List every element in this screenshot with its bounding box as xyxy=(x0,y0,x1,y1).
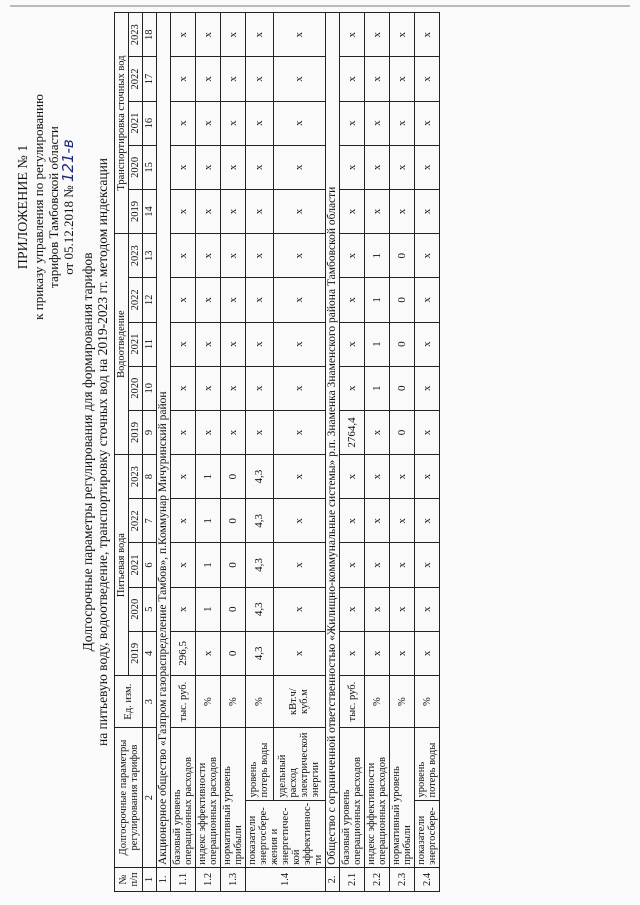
value-cell: x xyxy=(415,13,440,57)
value-cell: 4,3 xyxy=(246,631,274,675)
colnum-cell: 12 xyxy=(143,278,157,322)
year-cell: 2022 xyxy=(129,278,143,322)
value-cell: 0 xyxy=(221,499,246,543)
value-cell: x xyxy=(196,145,221,189)
value-cell: x xyxy=(415,587,440,631)
colnum-cell: 11 xyxy=(143,322,157,366)
year-cell: 2021 xyxy=(129,322,143,366)
value-cell: x xyxy=(196,366,221,410)
value-cell: x xyxy=(390,631,415,675)
colnum-cell: 17 xyxy=(143,57,157,101)
year-cell: 2021 xyxy=(129,101,143,145)
value-cell: x xyxy=(365,543,390,587)
value-cell: x xyxy=(415,101,440,145)
table-row xyxy=(415,13,440,892)
year-cell: 2020 xyxy=(129,366,143,410)
year-cell: 2019 xyxy=(129,631,143,675)
colnum-cell: 2 xyxy=(143,728,157,868)
value-cell: x xyxy=(273,145,325,189)
colnum-cell: 1 xyxy=(143,867,157,891)
row-unit: тыс. руб. xyxy=(171,676,196,728)
value-cell: x xyxy=(171,278,196,322)
value-cell: x xyxy=(273,499,325,543)
value-cell: x xyxy=(340,101,365,145)
value-cell: x xyxy=(171,322,196,366)
value-cell: x xyxy=(171,366,196,410)
value-cell: x xyxy=(221,322,246,366)
column-numbers-row xyxy=(143,13,157,892)
table-row xyxy=(390,13,415,892)
table-row xyxy=(246,13,274,892)
value-cell: 4,3 xyxy=(246,499,274,543)
value-cell: x xyxy=(340,587,365,631)
value-cell: 0 xyxy=(221,543,246,587)
value-cell: 1 xyxy=(365,234,390,278)
row-sublabel: уровень потерь воды xyxy=(246,728,274,800)
year-cell: 2019 xyxy=(129,189,143,233)
value-cell: x xyxy=(340,366,365,410)
value-cell: x xyxy=(415,322,440,366)
value-cell: x xyxy=(273,455,325,499)
year-cell: 2021 xyxy=(129,543,143,587)
colnum-cell: 13 xyxy=(143,234,157,278)
value-cell: 4,3 xyxy=(246,543,274,587)
value-cell: x xyxy=(273,234,325,278)
value-cell: x xyxy=(365,587,390,631)
year-cell: 2023 xyxy=(129,455,143,499)
header-param: Долгосрочные параметры регулирования тарифов xyxy=(115,728,143,868)
value-cell: x xyxy=(196,101,221,145)
value-cell: x xyxy=(273,57,325,101)
appendix-line4 xyxy=(61,42,76,372)
value-cell: x xyxy=(273,410,325,454)
value-cell: x xyxy=(171,455,196,499)
appendix-header xyxy=(16,42,76,372)
value-cell: 1 xyxy=(365,278,390,322)
value-cell: x xyxy=(390,13,415,57)
value-cell: x xyxy=(171,101,196,145)
value-cell: x xyxy=(340,57,365,101)
value-cell: x xyxy=(340,499,365,543)
row-number: 1.1 xyxy=(171,867,196,891)
value-cell: x xyxy=(246,57,274,101)
value-cell: x xyxy=(390,57,415,101)
value-cell: x xyxy=(196,234,221,278)
value-cell: x xyxy=(415,631,440,675)
appendix-line2: к приказу управления по регулированию xyxy=(31,94,46,320)
value-cell: x xyxy=(196,278,221,322)
header-num: № п/п xyxy=(115,867,143,891)
table-row xyxy=(171,13,196,892)
document-title xyxy=(80,62,110,842)
value-cell: x xyxy=(340,13,365,57)
value-cell: x xyxy=(221,13,246,57)
header-group-water: Питьевая вода xyxy=(115,455,129,676)
row-label: нормативный уровень прибыли xyxy=(221,728,246,868)
value-cell: x xyxy=(273,366,325,410)
table-row xyxy=(365,13,390,892)
appendix-line3: тарифов Тамбовской области xyxy=(46,126,61,288)
page-edge xyxy=(10,5,630,7)
row-label: базовый уровень операционных расходов xyxy=(340,728,365,868)
parameters-table xyxy=(114,12,440,892)
value-cell: x xyxy=(196,322,221,366)
value-cell: x xyxy=(246,366,274,410)
value-cell: x xyxy=(365,101,390,145)
colnum-cell: 15 xyxy=(143,145,157,189)
colnum-cell: 9 xyxy=(143,410,157,454)
row-label: базовый уровень операционных расходов xyxy=(171,728,196,868)
value-cell: x xyxy=(390,101,415,145)
value-cell: x xyxy=(221,410,246,454)
value-cell: x xyxy=(340,278,365,322)
row-unit: кВт.ч/куб.м xyxy=(273,676,325,728)
value-cell: 1 xyxy=(196,587,221,631)
row-number: 1.4 xyxy=(246,867,326,891)
value-cell: x xyxy=(171,234,196,278)
table-row xyxy=(196,13,221,892)
year-cell: 2019 xyxy=(129,410,143,454)
value-cell: 0 xyxy=(221,455,246,499)
handwritten-order-number: 121-в xyxy=(59,139,77,183)
value-cell: 2764,4 xyxy=(340,410,365,454)
value-cell: x xyxy=(171,57,196,101)
value-cell: x xyxy=(340,234,365,278)
value-cell: x xyxy=(273,322,325,366)
row-unit: % xyxy=(221,676,246,728)
value-cell: x xyxy=(221,278,246,322)
section-number: 1. xyxy=(157,867,171,891)
header-unit: Ед. изм. xyxy=(115,676,143,728)
value-cell: x xyxy=(415,543,440,587)
value-cell: x xyxy=(365,145,390,189)
value-cell: x xyxy=(221,189,246,233)
value-cell: x xyxy=(340,145,365,189)
value-cell: x xyxy=(171,587,196,631)
colnum-cell: 14 xyxy=(143,189,157,233)
colnum-cell: 8 xyxy=(143,455,157,499)
section-row xyxy=(157,13,171,892)
value-cell: x xyxy=(171,499,196,543)
section-name: Акционерное общество «Газпром газораспределение Тамбов», п.Коммунар Мичуринский район xyxy=(157,13,171,868)
row-number: 2.3 xyxy=(390,867,415,891)
table-row xyxy=(340,13,365,892)
value-cell: 0 xyxy=(221,631,246,675)
value-cell: 1 xyxy=(365,366,390,410)
value-cell: x xyxy=(390,455,415,499)
table-row xyxy=(273,13,325,892)
table-body xyxy=(157,13,440,892)
value-cell: x xyxy=(390,145,415,189)
value-cell: x xyxy=(273,543,325,587)
colnum-cell: 5 xyxy=(143,587,157,631)
value-cell: x xyxy=(246,13,274,57)
value-cell: 1 xyxy=(196,543,221,587)
value-cell: x xyxy=(171,543,196,587)
value-cell: x xyxy=(390,499,415,543)
value-cell: x xyxy=(246,145,274,189)
year-cell: 2023 xyxy=(129,13,143,57)
value-cell: x xyxy=(196,631,221,675)
value-cell: x xyxy=(365,189,390,233)
row-label: нормативный уровень прибыли xyxy=(390,728,415,868)
value-cell: x xyxy=(415,234,440,278)
value-cell: x xyxy=(171,145,196,189)
value-cell: x xyxy=(221,234,246,278)
row-unit: % xyxy=(390,676,415,728)
value-cell: x xyxy=(196,189,221,233)
document-page xyxy=(10,2,630,902)
value-cell: x xyxy=(415,499,440,543)
value-cell: 0 xyxy=(390,234,415,278)
row-unit: % xyxy=(196,676,221,728)
row-number: 2.1 xyxy=(340,867,365,891)
row-unit: % xyxy=(365,676,390,728)
value-cell: x xyxy=(340,322,365,366)
value-cell: x xyxy=(340,631,365,675)
header-group-sewer: Водоотведение xyxy=(115,234,129,455)
value-cell: x xyxy=(221,57,246,101)
value-cell: x xyxy=(171,13,196,57)
value-cell: 0 xyxy=(390,278,415,322)
value-cell: x xyxy=(246,410,274,454)
value-cell: x xyxy=(196,13,221,57)
value-cell: x xyxy=(365,455,390,499)
value-cell: x xyxy=(415,366,440,410)
colnum-cell: 10 xyxy=(143,366,157,410)
value-cell: x xyxy=(415,145,440,189)
value-cell: x xyxy=(340,543,365,587)
value-cell: x xyxy=(415,278,440,322)
value-cell: x xyxy=(390,543,415,587)
row-number: 2.2 xyxy=(365,867,390,891)
value-cell: x xyxy=(196,410,221,454)
row-number: 2.4 xyxy=(415,867,440,891)
colnum-cell: 7 xyxy=(143,499,157,543)
value-cell: x xyxy=(415,410,440,454)
value-cell: 296,5 xyxy=(171,631,196,675)
value-cell: 4,3 xyxy=(246,587,274,631)
value-cell: x xyxy=(390,189,415,233)
value-cell: 1 xyxy=(365,322,390,366)
value-cell: x xyxy=(273,631,325,675)
value-cell: x xyxy=(221,101,246,145)
row-unit: % xyxy=(415,676,440,728)
value-cell: x xyxy=(415,57,440,101)
value-cell: x xyxy=(365,13,390,57)
value-cell: 1 xyxy=(196,499,221,543)
value-cell: x xyxy=(415,189,440,233)
value-cell: x xyxy=(390,587,415,631)
value-cell: x xyxy=(171,410,196,454)
year-cell: 2022 xyxy=(129,499,143,543)
row-label: индекс эффективности операционных расходов xyxy=(365,728,390,868)
value-cell: 0 xyxy=(390,410,415,454)
value-cell: x xyxy=(340,189,365,233)
value-cell: x xyxy=(221,366,246,410)
row-label: индекс эффективности операционных расходов xyxy=(196,728,221,868)
value-cell: x xyxy=(246,234,274,278)
title-line2: на питьевую воду, водоотведение, транспортировку сточных вод на 2019-2023 гг. методом индексации xyxy=(95,157,110,747)
row-unit: тыс. руб. xyxy=(340,676,365,728)
value-cell: x xyxy=(273,189,325,233)
year-cell: 2023 xyxy=(129,234,143,278)
value-cell: x xyxy=(221,145,246,189)
value-cell: x xyxy=(273,587,325,631)
appendix-title: ПРИЛОЖЕНИЕ № 1 xyxy=(16,144,31,270)
value-cell: x xyxy=(365,57,390,101)
value-cell: x xyxy=(273,101,325,145)
year-cell: 2020 xyxy=(129,587,143,631)
row-sublabel: уровень потерь воды xyxy=(415,728,440,800)
colnum-cell: 3 xyxy=(143,676,157,728)
colnum-cell: 6 xyxy=(143,543,157,587)
colnum-cell: 16 xyxy=(143,101,157,145)
row-label: показатели энергосбере- xyxy=(415,800,440,867)
section-row xyxy=(326,13,340,892)
row-unit: % xyxy=(246,676,274,728)
value-cell: x xyxy=(340,455,365,499)
value-cell: 0 xyxy=(221,587,246,631)
value-cell: 0 xyxy=(390,366,415,410)
value-cell: x xyxy=(273,13,325,57)
row-number: 1.2 xyxy=(196,867,221,891)
value-cell: x xyxy=(365,410,390,454)
value-cell: x xyxy=(171,189,196,233)
row-sublabel: удельный расход электрической энергии xyxy=(273,728,325,800)
value-cell: x xyxy=(246,189,274,233)
value-cell: 4,3 xyxy=(246,455,274,499)
row-number: 1.3 xyxy=(221,867,246,891)
order-date: от 05.12.2018 № xyxy=(61,185,76,275)
header-group-transport: Транспортировка сточных вод xyxy=(115,13,129,234)
row-label: показатели энергосбере-жения и энергетичес-кой эффективнос-ти xyxy=(246,800,326,867)
colnum-cell: 4 xyxy=(143,631,157,675)
value-cell: x xyxy=(365,499,390,543)
year-cell: 2022 xyxy=(129,57,143,101)
value-cell: 0 xyxy=(390,322,415,366)
section-number: 2. xyxy=(326,867,340,891)
value-cell: x xyxy=(196,57,221,101)
year-cell: 2020 xyxy=(129,145,143,189)
colnum-cell: 18 xyxy=(143,13,157,57)
value-cell: x xyxy=(246,101,274,145)
section-name: Общество с ограниченной ответственностью «Жилищно-коммунальные системы» р.п. Знаменка Знаменского района Тамбовской области xyxy=(326,13,340,868)
value-cell: x xyxy=(246,278,274,322)
value-cell: x xyxy=(365,631,390,675)
value-cell: 1 xyxy=(196,455,221,499)
value-cell: x xyxy=(415,455,440,499)
value-cell: x xyxy=(273,278,325,322)
table-row xyxy=(221,13,246,892)
title-line1: Долгосрочные параметры регулирования для формирования тарифов xyxy=(80,252,95,652)
value-cell: x xyxy=(246,322,274,366)
